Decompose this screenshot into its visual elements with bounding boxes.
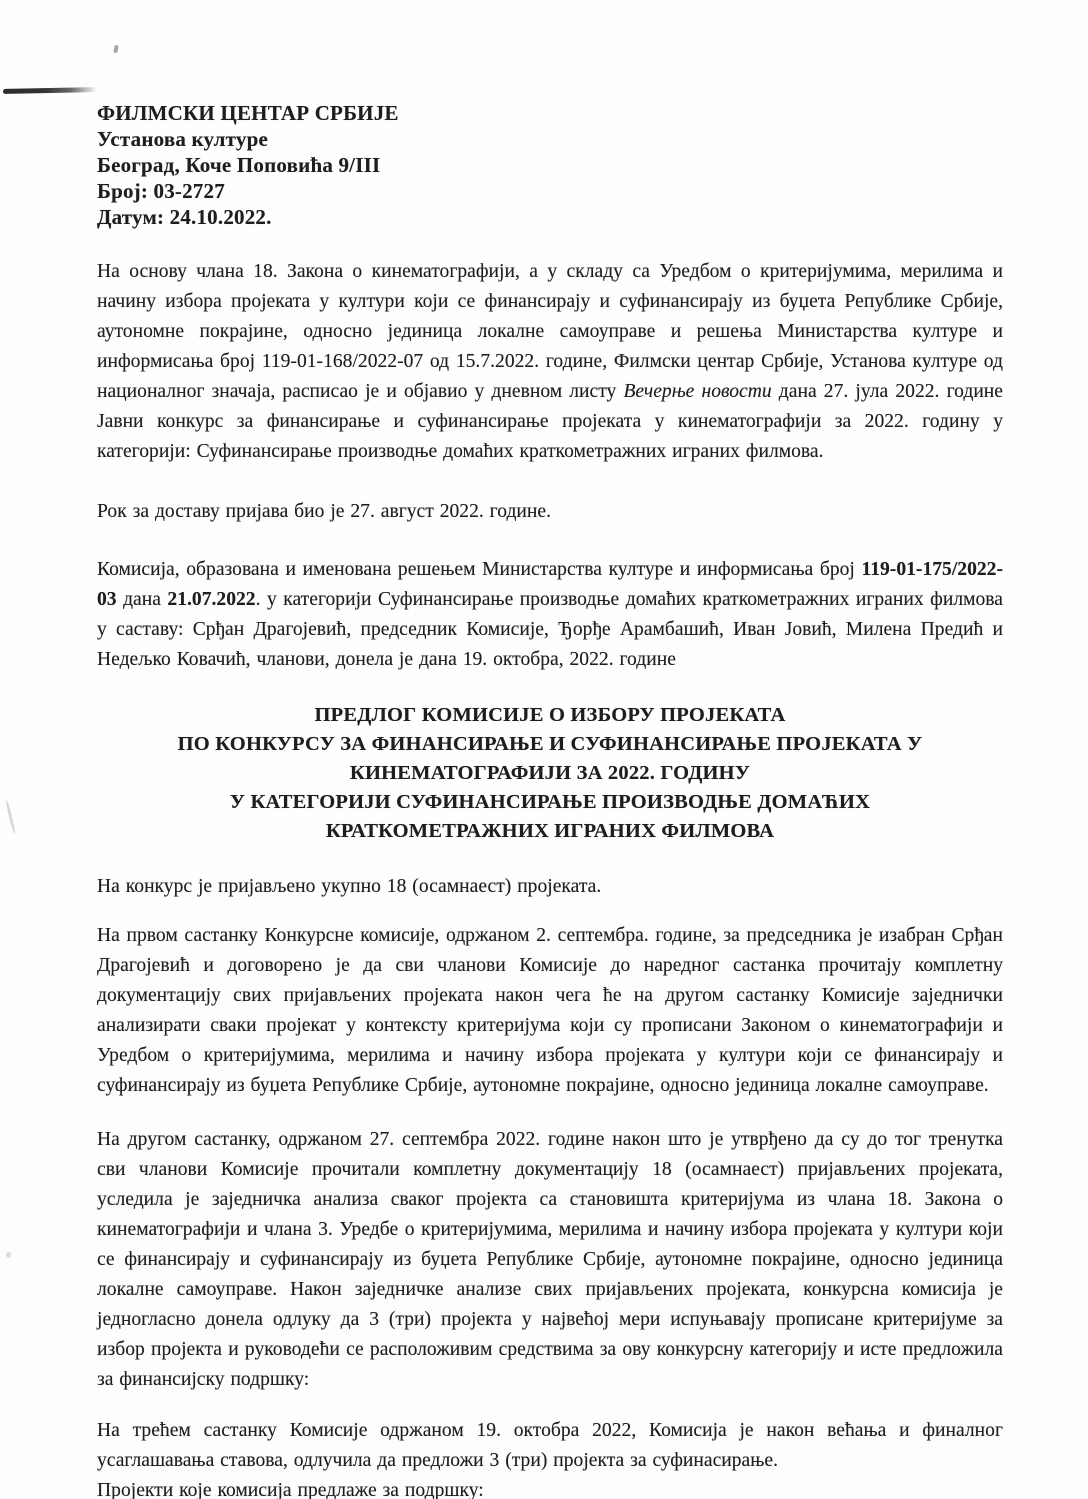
- org-type: Установа културе: [97, 127, 269, 151]
- scan-artifact-speck: [113, 45, 119, 54]
- title-line-3: КИНЕМАТОГРАФИЈИ ЗА 2022. ГОДИНУ: [349, 762, 751, 784]
- paragraph-deadline: Рок за доставу пријава био је 27. август 2022. године.: [97, 501, 552, 522]
- paragraph-legal-basis: На основу члана 18. Закона о кинематографији, а у складу са Уредбом о критеријумима, мерилима и начину избора пројеката у култури који се финансирају и суфинансирају из буџета Републике Србије, аутономне покрајине, односно јединица локалне самоуправе и решења Министарства културе и информисања број 119-01-168/2022-07 од 15.7.2022. године, Филмски центар Србије, Установа културе од националног значаја, расписао је и објавио у дневном листу Вечерње новости дана 27. јула 2022. године Јавни конкурс за финансирање и суфинансирање пројеката у кинематографији за 2022. годину у категорији: Суфинансирање производње домаћих краткометражних играних филмова.: [97, 261, 1003, 462]
- title-line-4: У КАТЕГОРИЈИ СУФИНАНСИРАЊЕ ПРОИЗВОДЊЕ ДОМАЋИХ: [229, 791, 871, 813]
- org-address: Београд, Коче Поповића 9/III: [97, 153, 381, 177]
- title-line-5: КРАТКОМЕТРАЖНИХ ИГРАНИХ ФИЛМОВА: [325, 820, 775, 842]
- org-name: ФИЛМСКИ ЦЕНТАР СРБИЈЕ: [97, 101, 399, 125]
- paragraph-third-meeting: На трећем састанку Комисије одржаном 19. октобра 2022, Комисија је након већања и финалног усаглашавања ставова, одлучила да предложи 3 (три) пројекта за суфинасирање.: [97, 1420, 1003, 1471]
- paragraph-second-meeting: На другом састанку, одржаном 27. септембра 2022. године након што је утврђено да су до тог тренутка сви чланови Комисије прочитали комплетну документацију 18 (осамнаест) пријављених пројеката, уследила је заједничка анализа сваког пројекта са становишта критеријума из члана 18. Закона о кинематографији и члана 3. Уредбе о критеријумима, мерилима и начину избора пројеката у култури који се финансирају и суфинансирају из буџета Републике Србије, аутономне покрајине, односно јединица локалне самоуправе. Након заједничке анализе свих пријављених пројеката, конкурсна комисија је једногласно донела одлуку да 3 (три) пројекта у највећој мери испуњавају прописане критеријуме за избор пројекта и руководећи се расположивим средствима за ову конкурсну категорију и исте предложила за финансијску подршку:: [97, 1129, 1003, 1390]
- scan-artifact-edge-dot: [6, 1252, 11, 1258]
- title-line-1: ПРЕДЛОГ КОМИСИЈЕ О ИЗБОРУ ПРОЈЕКАТА: [314, 704, 786, 726]
- paragraph-first-meeting: На првом састанку Конкурсне комисије, одржаном 2. септембра. године, за председника је изабран Срђан Драгојевић и договорено је да сви чланови Комисије до наредног састанка прочитају комплетну документацију свих пријављених пројеката након чега ће на другом састанку Комисије заједнички анализирати сваки пројекат у контексту критеријума који су прописани Законом о кинематографији и Уредбом о критеријумима, мерилима и начину избора пројеката у култури који се финансирају и суфинансирају из буџета Републике Србије, аутономне покрајине, односно јединица локалне самоуправе.: [97, 925, 1003, 1096]
- document-title: [97, 701, 1003, 846]
- letterhead: [97, 100, 1003, 230]
- document-content: [97, 100, 1003, 1499]
- paragraph-applications-count: На конкурс је пријављено укупно 18 (осамнаест) пројеката.: [97, 876, 602, 897]
- doc-number: Број: 03-2727: [97, 179, 225, 203]
- paragraph-commission: Комисија, образована и именована решењем Министарства културе и информисања број 119-01-175/2022-03 дана 21.07.2022. у категорији Суфинансирање производње домаћих краткометражних играних филмова у саставу: Срђан Драгојевић, председник Комисије, Ђорђе Арамбашић, Иван Јовић, Милена Предић и Недељко Ковачић, чланови, донела је дана 19. октобра, 2022. године: [97, 559, 1003, 670]
- scan-artifact-pen-stroke: [3, 87, 97, 94]
- title-line-2: ПО КОНКУРСУ ЗА ФИНАНСИРАЊЕ И СУФИНАНСИРАЊЕ ПРОЈЕКАТА У: [177, 733, 923, 755]
- paragraph-proposal-intro: Пројекти које комисија предлаже за подршку:: [97, 1480, 484, 1499]
- scan-artifact-edge-mark: [5, 800, 16, 834]
- doc-date: Датум: 24.10.2022.: [97, 205, 272, 229]
